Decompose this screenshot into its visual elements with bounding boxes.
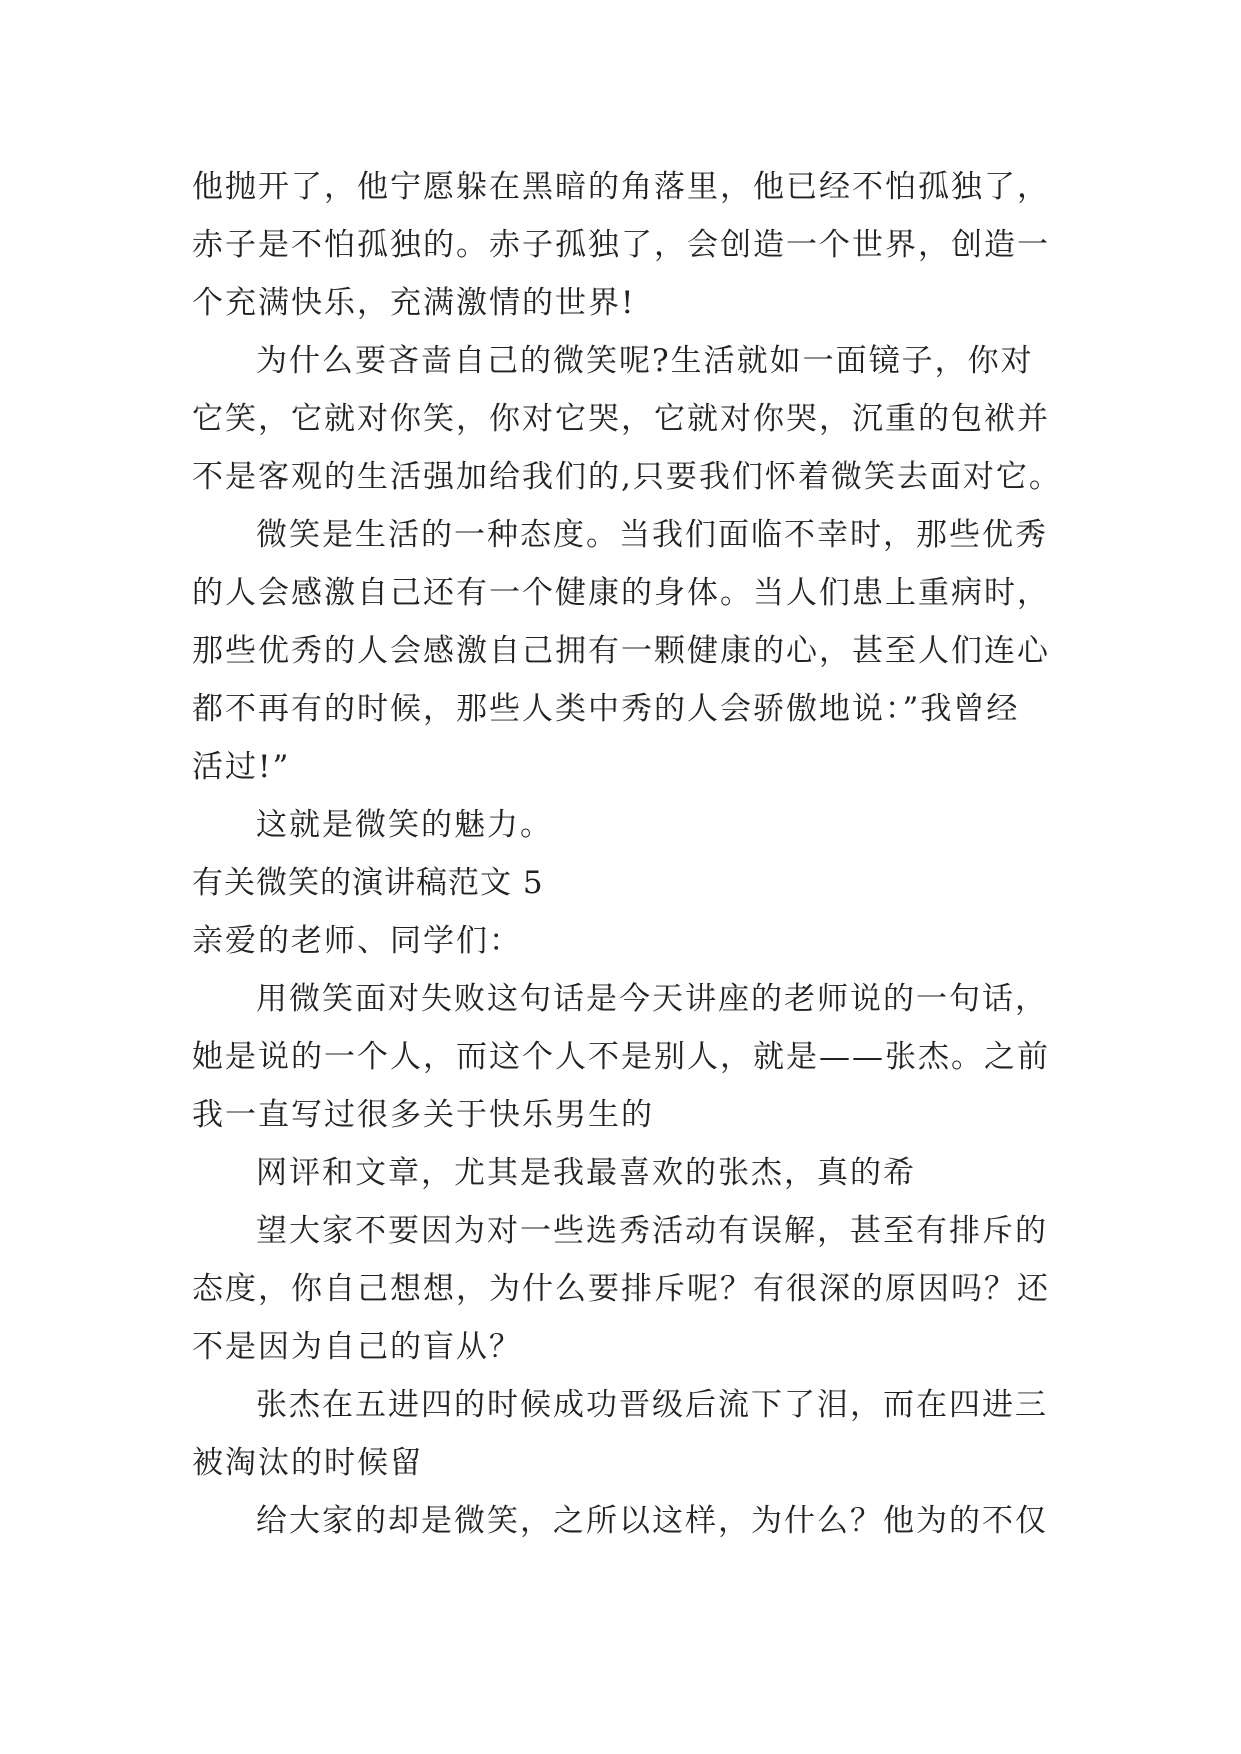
text-line: 的人会感激自己还有一个健康的身体。当人们患上重病时，	[192, 575, 1050, 611]
paragraph-first-line: 用微笑面对失败这句话是今天讲座的老师说的一句话，	[256, 981, 1048, 1017]
paragraph-first-line: 微笑是生活的一种态度。当我们面临不幸时，那些优秀	[256, 517, 1048, 553]
text-line: 被淘汰的时候留	[192, 1445, 423, 1481]
text-line: 她是说的一个人，而这个人不是别人，就是——张杰。之前	[192, 1039, 1050, 1075]
text-line: 那些优秀的人会感激自己拥有一颗健康的心，甚至人们连心	[192, 633, 1050, 669]
text-line: 我一直写过很多关于快乐男生的	[192, 1097, 654, 1133]
paragraph-first-line: 望大家不要因为对一些选秀活动有误解，甚至有排斥的	[256, 1213, 1048, 1249]
paragraph-first-line: 为什么要吝啬自己的微笑呢?生活就如一面镜子，你对	[256, 343, 1034, 379]
salutation: 亲爱的老师、同学们：	[192, 923, 522, 959]
text-line: 他抛开了，他宁愿躲在黑暗的角落里，他已经不怕孤独了，	[192, 169, 1050, 205]
text-line: 不是客观的生活强加给我们的,只要我们怀着微笑去面对它。	[192, 459, 1062, 495]
paragraph-first-line: 给大家的却是微笑，之所以这样，为什么？他为的不仅	[256, 1503, 1048, 1539]
section-heading: 有关微笑的演讲稿范文 5	[192, 865, 544, 901]
document-body	[192, 158, 1072, 1550]
text-line: 不是因为自己的盲从？	[192, 1329, 522, 1365]
text-line: 它笑，它就对你笑，你对它哭，它就对你哭，沉重的包袱并	[192, 401, 1050, 437]
paragraph-first-line: 张杰在五进四的时候成功晋级后流下了泪，而在四进三	[256, 1387, 1048, 1423]
paragraph-first-line: 这就是微笑的魅力。	[256, 807, 553, 843]
paragraph-first-line: 网评和文章，尤其是我最喜欢的张杰，真的希	[256, 1155, 916, 1191]
text-line: 都不再有的时候，那些人类中秀的人会骄傲地说：”我曾经	[192, 691, 1020, 727]
text-line: 态度，你自己想想，为什么要排斥呢？有很深的原因吗？还	[192, 1271, 1050, 1307]
text-line: 赤子是不怕孤独的。赤子孤独了，会创造一个世界，创造一	[192, 227, 1050, 263]
text-line: 个充满快乐，充满激情的世界!	[192, 285, 636, 321]
text-line: 活过!”	[192, 749, 291, 785]
